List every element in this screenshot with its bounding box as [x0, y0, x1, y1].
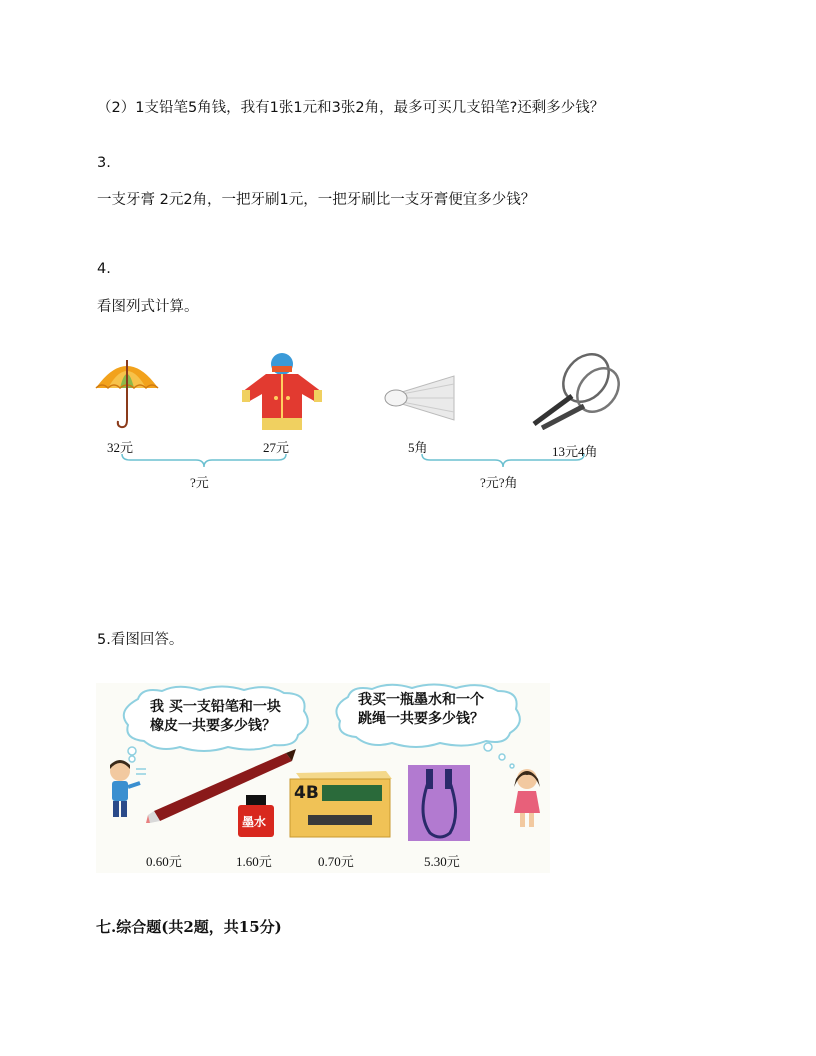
left-bubble-line2: 橡皮一共要多少钱？ — [150, 718, 276, 734]
ink-label: 墨水 — [242, 815, 267, 829]
left-brace-label: ?元 — [190, 475, 209, 490]
q4-number: 4. — [97, 261, 111, 277]
q4-text: 看图列式计算。 — [97, 299, 199, 315]
eraser-icon — [286, 767, 394, 839]
left-brace — [120, 452, 288, 470]
right-brace-label: ?元?角 — [480, 475, 518, 490]
pencil-price: 0.60元 — [146, 854, 182, 869]
q3-text: 一支牙膏 2元2角，一把牙刷1元，一把牙刷比一支牙膏便宜多少钱？ — [97, 192, 536, 208]
section-7-heading: 七.综合题(共2题，共15分) — [96, 918, 282, 936]
eraser-price: 0.70元 — [318, 854, 354, 869]
left-bubble-line1: 我 买一支铅笔和一块 — [150, 699, 281, 715]
q5-picture — [96, 683, 550, 873]
shuttlecock-icon — [382, 374, 456, 422]
rackets-icon — [528, 350, 620, 430]
jacket-price: 27元 — [263, 440, 290, 455]
rackets-price: 13元4角 — [552, 444, 598, 459]
eraser-label: 4B — [294, 783, 319, 803]
ink-price: 1.60元 — [236, 854, 272, 869]
right-brace — [420, 452, 586, 470]
jump-rope-icon — [406, 759, 472, 841]
girl-icon — [510, 767, 544, 829]
q5-title: 5.看图回答。 — [97, 632, 184, 648]
jacket-icon — [236, 352, 328, 432]
right-bubble-line1: 我买一瓶墨水和一个 — [358, 692, 484, 708]
umbrella-icon — [94, 350, 160, 432]
jump-rope-price: 5.30元 — [424, 854, 460, 869]
q3-number: 3. — [97, 155, 111, 171]
right-bubble-line2: 跳绳一共要多少钱？ — [358, 711, 484, 727]
shuttlecock-price: 5角 — [408, 440, 428, 455]
umbrella-price: 32元 — [107, 440, 134, 455]
q2-sub-question: （2）1支铅笔5角钱，我有1张1元和3张2角，最多可买几支铅笔?还剩多少钱？ — [97, 100, 605, 116]
